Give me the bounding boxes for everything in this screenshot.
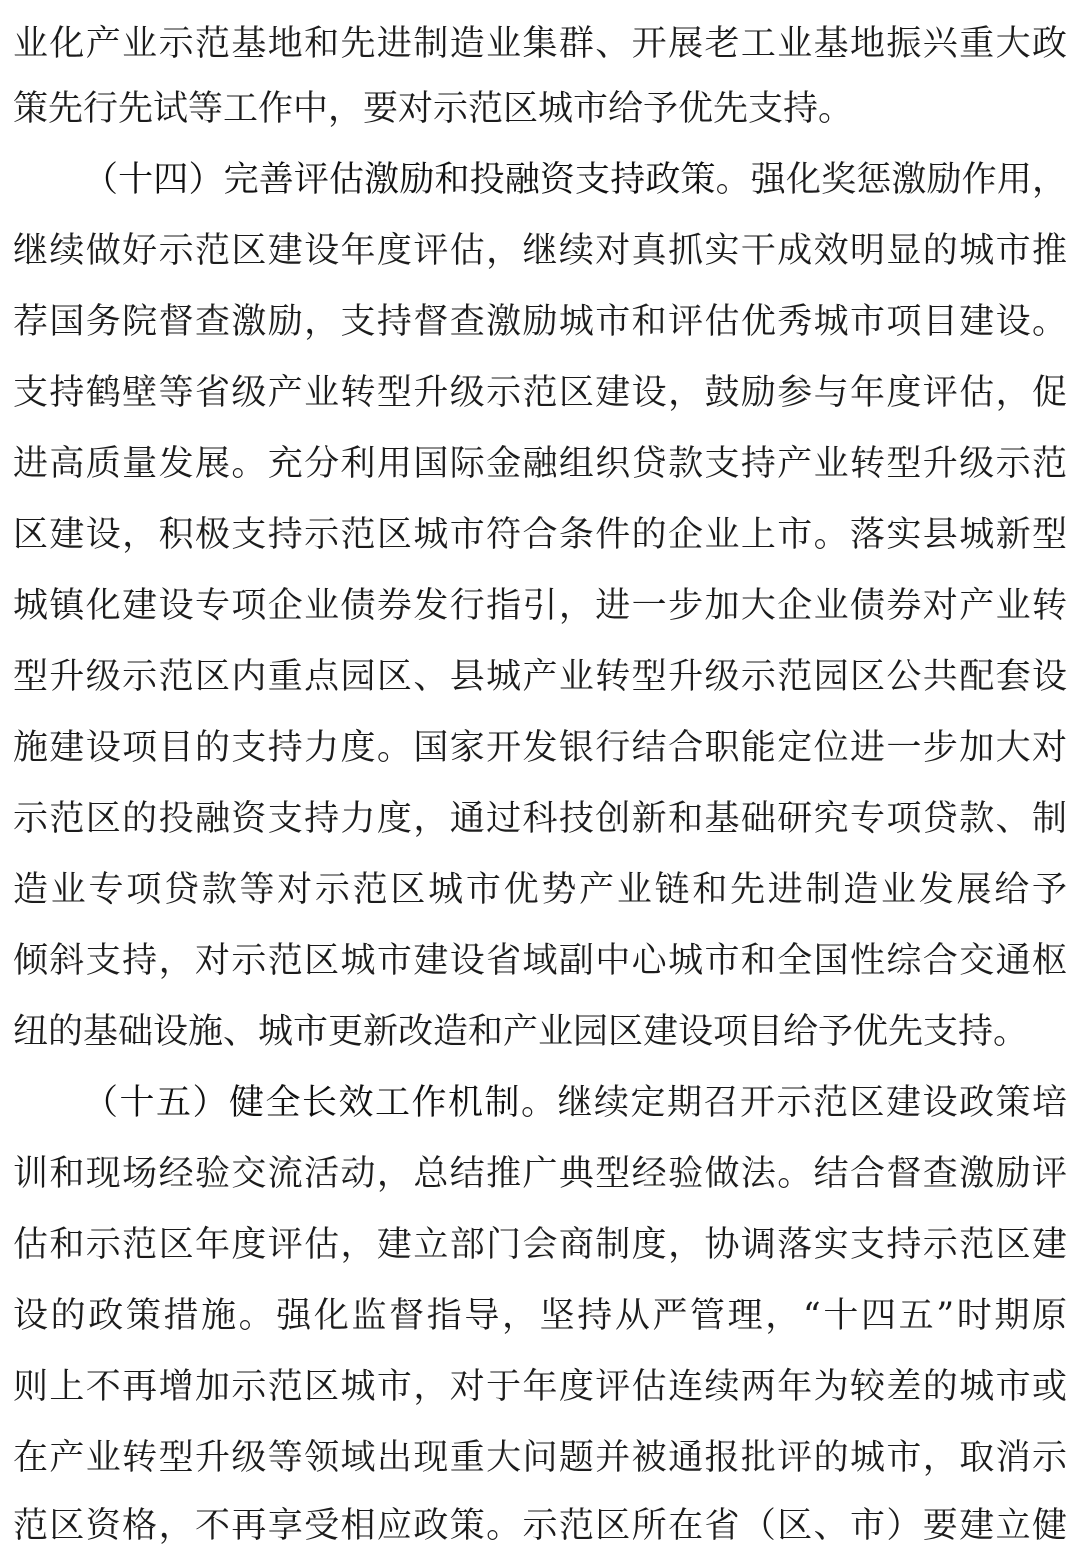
text-line: 估和示范区年度评估，建立部门会商制度，协调落实支持示范区建: [13, 1225, 1067, 1265]
section-14-lead-text: 。强化奖惩激励作用，: [715, 160, 1067, 200]
section-14-heading: （十四）完善评估激励和投融资支持政策: [83, 160, 716, 200]
text-line: 在产业转型升级等领域出现重大问题并被通报批评的城市，取消示: [13, 1438, 1067, 1478]
text-line: 设的政策措施。强化监督指导，坚持从严管理，“十四五”时期原: [13, 1296, 1067, 1336]
text-line: 施建设项目的支持力度。国家开发银行结合职能定位进一步加大对: [13, 728, 1067, 768]
text-line: 进高质量发展。充分利用国际金融组织贷款支持产业转型升级示范: [13, 444, 1067, 484]
text-line: 则上不再增加示范区城市，对于年度评估连续两年为较差的城市或: [13, 1367, 1067, 1407]
text-line: 型升级示范区内重点园区、县城产业转型升级示范园区公共配套设: [13, 657, 1067, 697]
text-line: 区建设，积极支持示范区城市符合条件的企业上市。落实县城新型: [13, 515, 1067, 555]
text-line: 造业专项贷款等对示范区城市优势产业链和先进制造业发展给予: [13, 870, 1067, 910]
section-15-heading: （十五）健全长效工作机制: [83, 1083, 521, 1123]
text-line: 荐国务院督查激励，支持督查激励城市和评估优秀城市项目建设。: [13, 302, 1067, 342]
text-line: 倾斜支持，对示范区城市建设省域副中心城市和全国性综合交通枢: [13, 941, 1067, 981]
text-line: 策先行先试等工作中，要对示范区城市给予优先支持。: [13, 89, 854, 129]
section-15-line: [83, 1073, 1067, 1133]
text-line: 业化产业示范基地和先进制造业集群、开展老工业基地振兴重大政: [13, 24, 1067, 64]
text-line: 继续做好示范区建设年度评估，继续对真抓实干成效明显的城市推: [13, 231, 1067, 271]
text-line: 示范区的投融资支持力度，通过科技创新和基础研究专项贷款、制: [13, 799, 1067, 839]
text-line: 范区资格，不再享受相应政策。示范区所在省（区、市）要建立健: [13, 1506, 1067, 1546]
text-line: 城镇化建设专项企业债券发行指引，进一步加大企业债券对产业转: [13, 586, 1067, 626]
section-14-line: [83, 150, 1067, 210]
section-15-lead-text: 。继续定期召开示范区建设政策培: [521, 1083, 1067, 1123]
text-line: 训和现场经验交流活动，总结推广典型经验做法。结合督查激励评: [13, 1154, 1067, 1194]
text-line: 支持鹤壁等省级产业转型升级示范区建设，鼓励参与年度评估，促: [13, 373, 1067, 413]
text-line: 纽的基础设施、城市更新改造和产业园区建设项目给予优先支持。: [13, 1012, 1029, 1052]
